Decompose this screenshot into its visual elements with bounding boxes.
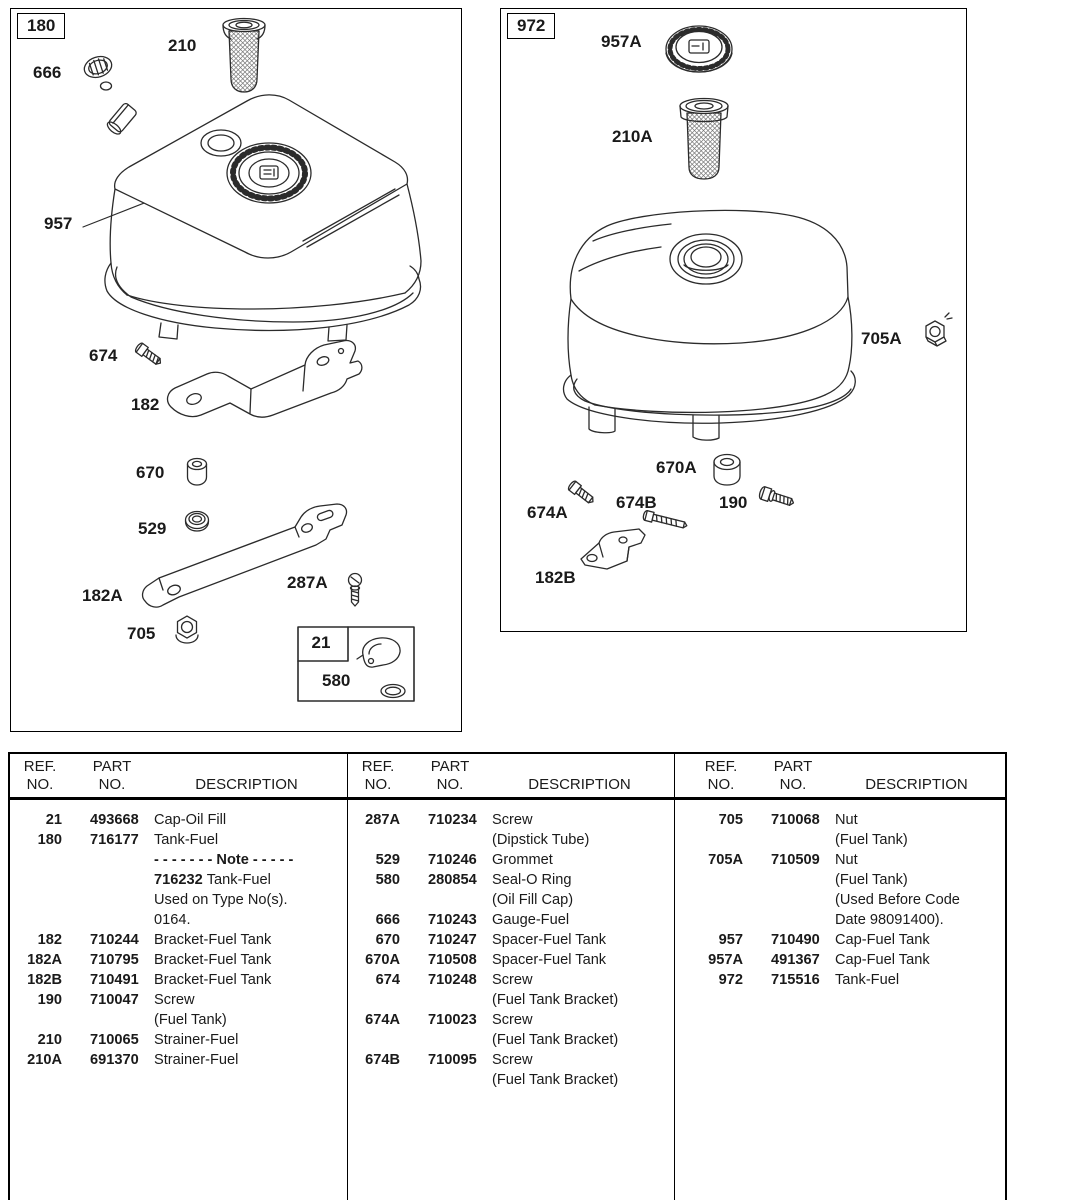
- part-no: 491367: [771, 952, 820, 968]
- screw-190-icon: [758, 486, 795, 509]
- part-no: 715516: [771, 972, 820, 988]
- table-row: [675, 830, 1006, 850]
- part-no: [400, 1030, 492, 1050]
- part-label-957A: 957A: [601, 32, 642, 51]
- ref-no: [18, 910, 62, 930]
- nut-705-icon: [176, 616, 198, 643]
- part-no: [743, 910, 835, 930]
- description: Nut: [835, 852, 858, 868]
- table-row: [348, 930, 675, 950]
- ref-no: 210A: [27, 1052, 62, 1068]
- table-row: [348, 890, 675, 910]
- ref-no: 670: [375, 932, 400, 948]
- description: Nut: [835, 812, 858, 828]
- description: Cap-Oil Fill: [154, 812, 227, 828]
- description: (Fuel Tank): [835, 872, 908, 888]
- part-label-666: 666: [33, 63, 62, 82]
- part-no: 710795: [90, 952, 139, 968]
- ref-no-header: REF. NO.: [704, 758, 738, 793]
- description: Strainer-Fuel: [154, 1052, 239, 1068]
- part-no-header: PART NO.: [430, 758, 470, 793]
- description-header: DESCRIPTION: [528, 776, 631, 793]
- part-label-182A: 182A: [82, 586, 123, 605]
- part-no: [62, 1010, 154, 1030]
- description: - - - - - - - Note - - - - -: [154, 852, 294, 868]
- table-row: [10, 990, 347, 1010]
- ref-no: [356, 1070, 400, 1090]
- ref-no: [18, 850, 62, 870]
- fuel-cap-icon: [227, 143, 311, 203]
- part-label-674A: 674A: [527, 503, 568, 522]
- part-label-705A: 705A: [861, 329, 902, 348]
- parts-table: [8, 752, 1007, 1200]
- description: Bracket-Fuel Tank: [154, 972, 272, 988]
- description: (Dipstick Tube): [492, 832, 590, 848]
- part-no: [62, 870, 154, 890]
- ref-no: 210: [37, 1032, 62, 1048]
- diagram-box-label: 180: [17, 13, 65, 39]
- table-row: [675, 910, 1006, 930]
- part-no: 691370: [90, 1052, 139, 1068]
- table-row: [348, 870, 675, 890]
- table-rows: [675, 810, 1006, 990]
- part-no: 710490: [771, 932, 820, 948]
- part-no: [62, 910, 154, 930]
- table-row: [10, 950, 347, 970]
- description: Used on Type No(s).: [154, 892, 288, 908]
- table-row: [10, 810, 347, 830]
- description: (Fuel Tank): [835, 832, 908, 848]
- description: Spacer-Fuel Tank: [492, 952, 607, 968]
- ref-no-header: REF. NO.: [23, 758, 57, 793]
- ref-no: 529: [375, 852, 400, 868]
- part-no: [400, 990, 492, 1010]
- description: Bracket-Fuel Tank: [154, 932, 272, 948]
- part-no-header: PART NO.: [92, 758, 132, 793]
- description-header: DESCRIPTION: [865, 776, 968, 793]
- table-row: [10, 1050, 347, 1070]
- table-row: [10, 1030, 347, 1050]
- part-label-674B: 674B: [616, 493, 657, 512]
- description: (Fuel Tank Bracket): [492, 1072, 619, 1088]
- ref-no: [699, 870, 743, 890]
- table-row: [348, 990, 675, 1010]
- table-row: [348, 910, 675, 930]
- part-label-182B: 182B: [535, 568, 576, 587]
- table-row: [348, 970, 675, 990]
- part-no: 716177: [90, 832, 139, 848]
- nut-705A-icon: [926, 313, 952, 346]
- description: Cap-Fuel Tank: [835, 932, 930, 948]
- part-label-529: 529: [138, 519, 167, 538]
- part-no: [400, 890, 492, 910]
- table-header: [675, 754, 1006, 800]
- part-no: [400, 830, 492, 850]
- ref-no: 674: [375, 972, 400, 988]
- description: (Fuel Tank): [154, 1012, 227, 1028]
- table-row: [10, 830, 347, 850]
- table-row: [348, 850, 675, 870]
- screw-674A-icon: [567, 480, 596, 506]
- part-label-674: 674: [89, 346, 118, 365]
- ref-no: 705: [718, 812, 743, 828]
- diagram-box-label: 972: [507, 13, 555, 39]
- table-row: [348, 1030, 675, 1050]
- ref-no: 674B: [365, 1052, 400, 1068]
- oil-gauge-icon: [82, 53, 138, 136]
- part-no: 710023: [428, 1012, 477, 1028]
- table-row: [10, 870, 347, 890]
- description: Gauge-Fuel: [492, 912, 570, 928]
- description: Grommet: [492, 852, 553, 868]
- part-no: 710068: [771, 812, 820, 828]
- description-header: DESCRIPTION: [195, 776, 298, 793]
- part-no: 710246: [428, 852, 477, 868]
- part-no: 493668: [90, 812, 139, 828]
- table-row: [675, 870, 1006, 890]
- part-no: [62, 890, 154, 910]
- part-label-670A: 670A: [656, 458, 697, 477]
- part-no: 710509: [771, 852, 820, 868]
- part-label-210: 210: [168, 36, 197, 55]
- ref-no: [699, 890, 743, 910]
- ref-no: 957: [718, 932, 743, 948]
- ref-no: [18, 870, 62, 890]
- fuel-tank-180-drawing: [11, 9, 461, 731]
- table-row: [675, 850, 1006, 870]
- screw-287A-icon: [349, 574, 362, 607]
- ref-no-header: REF. NO.: [361, 758, 395, 793]
- part-no: 710243: [428, 912, 477, 928]
- description: Bracket-Fuel Tank: [154, 952, 272, 968]
- part-label-705: 705: [127, 624, 156, 643]
- table-row: [10, 970, 347, 990]
- description: Screw: [492, 972, 533, 988]
- description: Date 98091400).: [835, 912, 944, 928]
- table-row: [348, 1070, 675, 1090]
- ref-no: 21: [45, 812, 62, 828]
- table-row: [348, 1050, 675, 1070]
- table-header: [348, 754, 675, 800]
- part-no: 710508: [428, 952, 477, 968]
- parts-table-column-2: [347, 754, 675, 1200]
- part-no: 710047: [90, 992, 139, 1008]
- part-label-957: 957: [44, 214, 73, 233]
- part-no: [62, 850, 154, 870]
- table-row: [675, 890, 1006, 910]
- part-label-210A: 210A: [612, 127, 653, 146]
- description: (Used Before Code: [835, 892, 960, 908]
- ref-no: 666: [375, 912, 400, 928]
- description: Tank-Fuel: [835, 972, 900, 988]
- description: Tank-Fuel: [154, 832, 219, 848]
- description: Screw: [492, 812, 533, 828]
- ref-no: [356, 990, 400, 1010]
- table-row: [348, 810, 675, 830]
- description: Seal-O Ring: [492, 872, 572, 888]
- ref-no: 705A: [708, 852, 743, 868]
- ref-no: [699, 910, 743, 930]
- ref-no: [18, 890, 62, 910]
- description: 716232 Tank-Fuel: [154, 872, 271, 888]
- ref-no: 287A: [365, 812, 400, 828]
- description: Spacer-Fuel Tank: [492, 932, 607, 948]
- ref-no: 182B: [27, 972, 62, 988]
- fuel-tank-icon: [105, 95, 421, 341]
- spacer-670-icon: [188, 459, 207, 486]
- description: (Oil Fill Cap): [492, 892, 574, 908]
- table-row: [675, 930, 1006, 950]
- table-row: [10, 890, 347, 910]
- part-no-header: PART NO.: [773, 758, 813, 793]
- bracket-182B-icon: [581, 529, 645, 569]
- part-no: [743, 870, 835, 890]
- part-no: 710247: [428, 932, 477, 948]
- part-no: 280854: [428, 872, 477, 888]
- part-no: 710244: [90, 932, 139, 948]
- table-row: [10, 1010, 347, 1030]
- fuel-tank-972-icon: [564, 210, 856, 440]
- ref-no: 580: [375, 872, 400, 888]
- fuel-tank-972-drawing: [501, 9, 966, 631]
- diagram-box-180: [10, 8, 462, 732]
- table-row: [348, 1010, 675, 1030]
- ref-no: [356, 890, 400, 910]
- part-label-21: 21: [311, 633, 331, 652]
- ref-no: 190: [37, 992, 62, 1008]
- ref-no: [356, 830, 400, 850]
- part-no: 710248: [428, 972, 477, 988]
- ref-no: 957A: [708, 952, 743, 968]
- table-row: [10, 910, 347, 930]
- description: Screw: [492, 1012, 533, 1028]
- table-row: [10, 930, 347, 950]
- part-no: 710065: [90, 1032, 139, 1048]
- table-row: [10, 850, 347, 870]
- part-no: 710234: [428, 812, 477, 828]
- ref-no: 180: [37, 832, 62, 848]
- ref-no: [699, 830, 743, 850]
- diagram-box-972: [500, 8, 967, 632]
- description: Strainer-Fuel: [154, 1032, 239, 1048]
- fuel-strainer-210A-icon: [680, 99, 728, 180]
- table-rows: [10, 810, 347, 1070]
- table-row: [348, 950, 675, 970]
- description: 0164.: [154, 912, 191, 928]
- fuel-strainer-icon: [223, 19, 265, 93]
- ref-no: [356, 1030, 400, 1050]
- part-label-670: 670: [136, 463, 165, 482]
- ref-no: 182A: [27, 952, 62, 968]
- ref-no: 670A: [365, 952, 400, 968]
- description: (Fuel Tank Bracket): [492, 1032, 619, 1048]
- ref-no: 674A: [365, 1012, 400, 1028]
- table-row: [675, 810, 1006, 830]
- table-row: [348, 830, 675, 850]
- part-label-580: 580: [322, 671, 351, 690]
- fuel-cap-957A-icon: [666, 26, 732, 72]
- part-label-190: 190: [719, 493, 748, 512]
- part-no: 710491: [90, 972, 139, 988]
- table-row: [675, 950, 1006, 970]
- bracket-182-icon: [168, 341, 362, 418]
- screw-674-icon: [134, 342, 164, 368]
- description: Screw: [492, 1052, 533, 1068]
- description: Cap-Fuel Tank: [835, 952, 930, 968]
- table-rows: [348, 810, 675, 1090]
- ref-no: 182: [37, 932, 62, 948]
- part-no: [743, 830, 835, 850]
- part-no: [400, 1070, 492, 1090]
- table-header: [10, 754, 347, 800]
- part-no: [743, 890, 835, 910]
- part-no: 710095: [428, 1052, 477, 1068]
- description: Screw: [154, 992, 195, 1008]
- part-label-287A: 287A: [287, 573, 328, 592]
- parts-table-column-3: [674, 754, 1006, 1200]
- parts-table-column-1: [10, 754, 347, 1200]
- ref-no: [18, 1010, 62, 1030]
- spacer-670A-icon: [714, 455, 740, 486]
- screw-674B-icon: [642, 510, 688, 530]
- part-label-182: 182: [131, 395, 160, 414]
- description: (Fuel Tank Bracket): [492, 992, 619, 1008]
- grommet-529-icon: [186, 512, 209, 532]
- ref-no: 972: [718, 972, 743, 988]
- table-row: [675, 970, 1006, 990]
